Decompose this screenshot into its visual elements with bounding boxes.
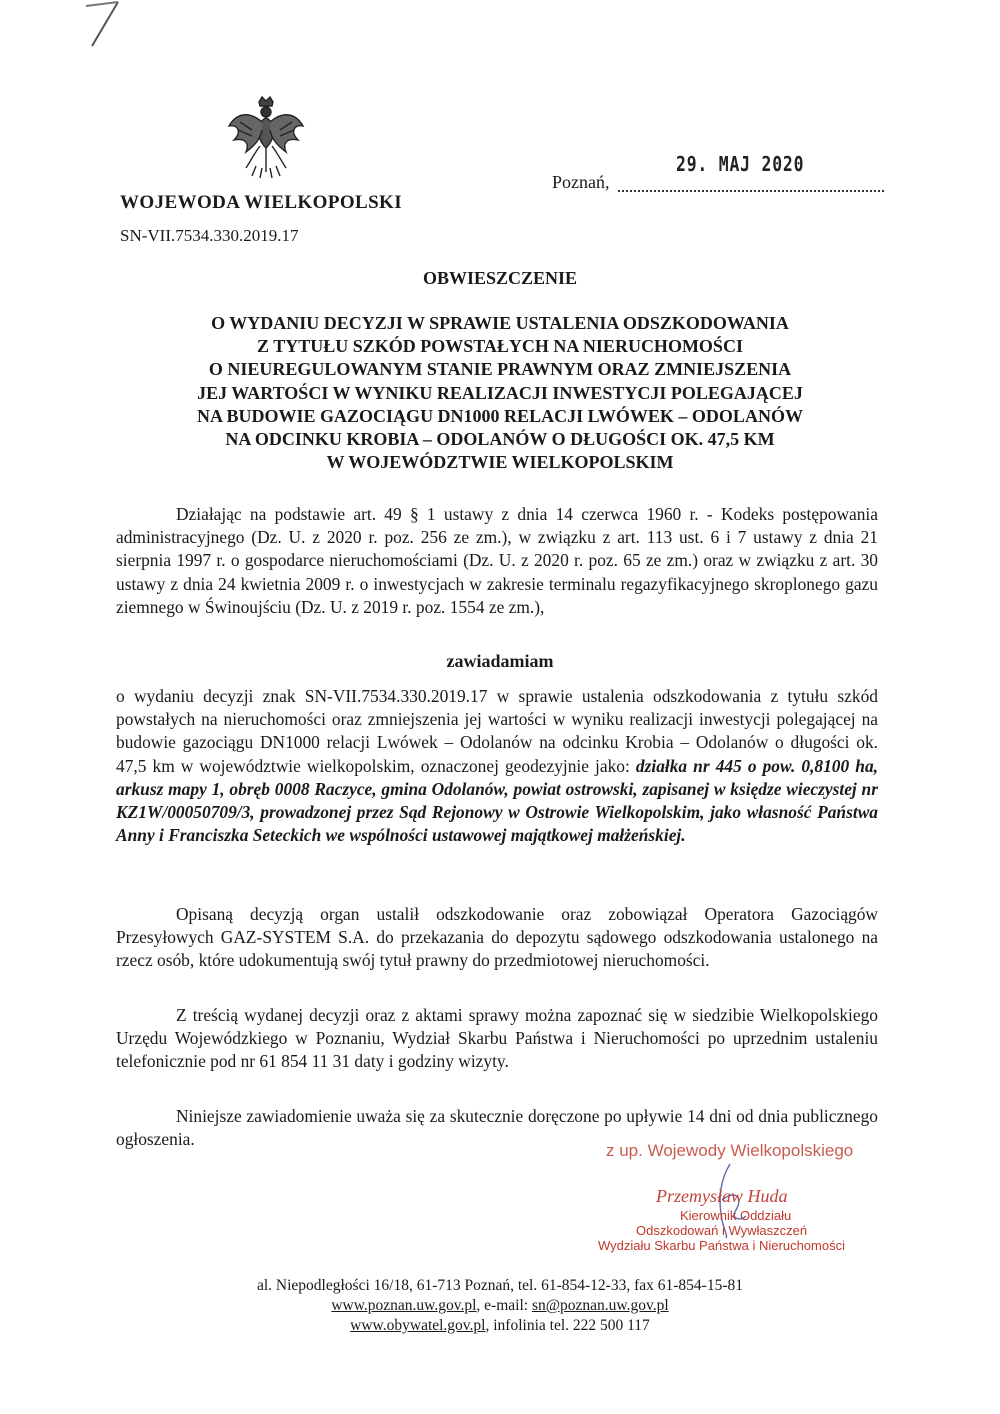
obywatel-link[interactable]: www.obywatel.gov.pl — [350, 1317, 486, 1334]
document-title: OBWIESZCZENIE — [422, 268, 578, 288]
legal-basis-paragraph: Działając na podstawie art. 49 § 1 ustawy z dnia 14 czerwca 1960 r. - Kodeks postępowania administracyjnego (Dz. U. z 2020 r. poz. 256 ze zm.), w związku z art. 113 ust. 6 i 7 ustawy z dnia 21 sierpnia 1997 r. o gospodarce nieruchomościami (Dz. U. z 2020 r. poz. 65 ze zm.) oraz w związku z art. 30 ustawy z dnia 24 kwietnia 2009 r. o inwestycjach w zakresie terminalu regazyfikacyjnego skroplonego gazu ziemnego w Świnoujściu (Dz. U. z 2019 r. poz. 1554 ze zm.), — [116, 504, 878, 617]
email-label: , e-mail: — [476, 1297, 532, 1314]
subtitle-line: O WYDANIU DECYZJI W SPRAWIE USTALENIA ODSZKODOWANIA — [211, 313, 789, 333]
date-stamp: 29. MAJ 2020 — [676, 152, 805, 176]
subtitle-line: NA BUDOWIE GAZOCIĄGU DN1000 RELACJI LWÓWEK – ODOLANÓW — [197, 405, 803, 426]
footer-infoline — [0, 1316, 1000, 1336]
subtitle-line: Z TYTUŁU SZKÓD POWSTAŁYCH NA NIERUCHOMOŚCI — [257, 336, 743, 357]
page-footer — [0, 1276, 1000, 1336]
email-link[interactable]: sn@poznan.uw.gov.pl — [531, 1297, 669, 1314]
footer-contact-line — [0, 1296, 1000, 1316]
document-subtitle — [110, 312, 890, 474]
subtitle-line: O NIEUREGULOWANYM STANIE PRAWNYM ORAZ ZMNIEJSZENIA — [208, 359, 792, 380]
date-dotted-line — [618, 176, 884, 192]
reference-number: SN-VII.7534.330.2019.17 — [120, 226, 299, 245]
signatory-department: Wydziału Skarbu Państwa i Nieruchomości — [598, 1238, 845, 1253]
scan-mark — [84, 0, 124, 60]
decision-paragraph — [116, 685, 878, 847]
subtitle-line: W WOJEWÓDZTWIE WIELKOPOLSKIM — [326, 452, 674, 473]
property-description: działka nr 445 o pow. 0,8100 ha, arkusz mapy 1, obręb 0008 Raczyce, gmina Odolanów, powiat ostrowski, zapisanej w księdze wieczystej nr KZ1W/00050709/3, prowadzonej przez Sąd Rejonowy w Ostrowie Wielkopolskim, jako własność Państwa Anny i Franciszka Seteckich we wspólności ustawowej majątkowej małżeńskiej. — [116, 755, 878, 846]
compensation-paragraph: Opisaną decyzją organ ustalił odszkodowanie oraz zobowiązał Operatora Gazociągów Przesyłowych GAZ-SYSTEM S.A. do przekazania do depozytu sądowego odszkodowania ustalonego na rzecz osób, które udokumentują swój tytuł prawny do przedmiotowej nieruchomości. — [116, 904, 878, 971]
eagle-emblem-icon — [226, 96, 306, 180]
notify-heading: zawiadamiam — [446, 651, 554, 671]
footer-address: al. Niepodległości 16/18, 61-713 Poznań, tel. 61-854-12-33, fax 61-854-15-81 — [256, 1277, 743, 1294]
inspection-paragraph: Z treścią wydanej decyzji oraz z aktami sprawy można zapoznać się w siedzibie Wielkopolskiego Urzędu Wojewódzkiego w Poznaniu, Wydział Skarbu Państwa i Nieruchomości po uprzednim ustaleniu telefonicznie pod nr 61 854 11 31 daty i godziny wizyty. — [116, 1005, 878, 1072]
subtitle-line: JEJ WARTOŚCI W WYNIKU REALIZACJI INWESTYCJI POLEGAJĄCEJ — [197, 382, 803, 403]
issuing-office: WOJEWODA WIELKOPOLSKI — [120, 192, 403, 213]
infoline-text: , infolinia tel. 222 500 117 — [485, 1317, 650, 1334]
signatory-title: Kierownik Oddziału — [680, 1208, 792, 1223]
decision-text: o wydaniu decyzji znak SN-VII.7534.330.2019.17 w sprawie ustalenia odszkodowania z tytułu szkód powstałych na nieruchomości oraz zmniejszenia jej wartości w wyniku realizacji inwestycji polegającej na budowie gazociągu DN1000 relacji Lwówek – Odolanów na odcinku Krobia – Odolanów o długości ok. 47,5 km w województwie wielkopolskim, oznaczonej geodezyjnie jako: — [116, 686, 878, 776]
subtitle-line: NA ODCINKU KROBIA – ODOLANÓW O DŁUGOŚCI OK. 47,5 KM — [225, 429, 775, 450]
delivery-paragraph: Niniejsze zawiadomienie uważa się za skutecznie doręczone po upływie 14 dni od dnia publicznego ogłoszenia. — [116, 1106, 878, 1150]
signatory-name: Przemysław Huda — [656, 1186, 788, 1206]
website-link[interactable]: www.poznan.uw.gov.pl — [331, 1297, 477, 1314]
signature-authority: z up. Wojewody Wielkopolskiego — [606, 1141, 854, 1160]
signatory-division: Odszkodowań i Wywłaszczeń — [636, 1223, 808, 1238]
place-label: Poznań, — [552, 172, 610, 192]
